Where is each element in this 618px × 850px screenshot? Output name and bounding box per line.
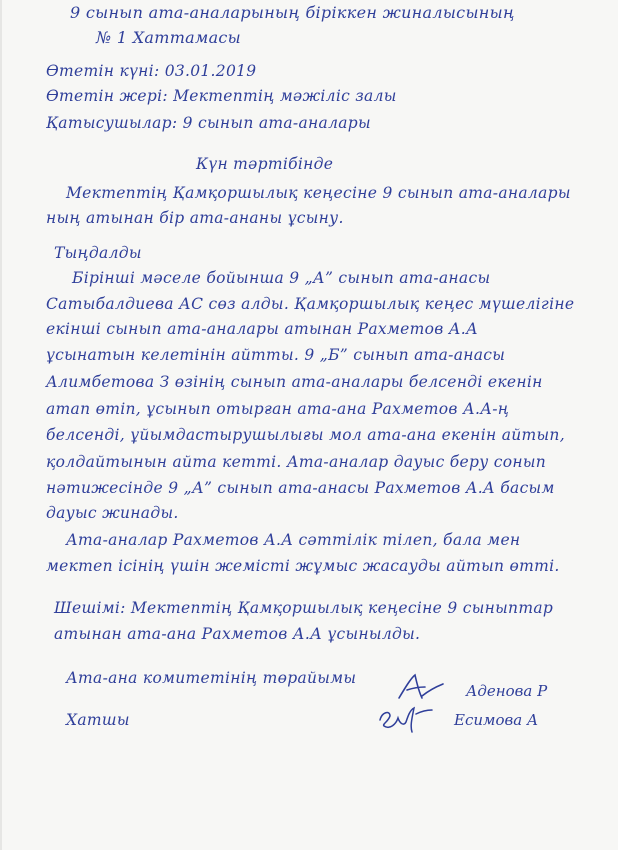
hearing-line: Ата-аналар Рахметов А.А сәттілік тілеп, бала мен [66,531,521,549]
header-protocol-number: № 1 Хаттамасы [96,28,242,47]
decision-line: Шешімі: Мектептің Қамқоршылық кеңесіне 9 сыныптар [54,599,554,617]
meeting-attendees: Қатысушылар: 9 сынып ата-аналары [46,114,371,132]
secretary-label: Хатшы [66,711,130,729]
hearing-line: Бірінші мәселе бойынша 9 „А” сынып ата-анасы [72,269,491,287]
hearing-line: дауыс жинады. [46,504,179,522]
hearing-line: атап өтіп, ұсынып отырған ата-ана Рахметов А.А-ң [46,400,510,418]
hearing-line: ұсынатын келетінін айтты. 9 „Б” сынып ата-анасы [46,346,506,364]
meeting-place: Өтетін жері: Мектептің мәжіліс залы [46,87,397,105]
agenda-line: ның атынан бір ата-ананы ұсыну. [46,209,344,227]
meeting-date: Өтетін күні: 03.01.2019 [46,62,257,80]
header-title: 9 сынып ата-аналарының біріккен жиналысының [70,3,515,22]
hearing-line: нәтижесінде 9 „А” сынып ата-анасы Рахметов А.А басым [46,479,555,497]
page-edge [0,0,2,850]
chair-label: Ата-ана комитетінің төрайымы [66,669,357,687]
agenda-line: Мектептің Қамқоршылық кеңесіне 9 сынып ата-аналары [66,184,571,202]
hearing-heading: Тыңдалды [54,244,142,262]
hearing-line: қолдайтынын айта кетті. Ата-аналар дауыс беру сонып [46,453,547,471]
chair-name: Аденова Р [466,682,548,700]
hearing-line: Сатыбалдиева АС сөз алды. Қамқоршылық кеңес мүшелігіне [46,295,575,313]
secretary-signature [376,700,436,734]
secretary-name: Есимова А [454,711,539,729]
hearing-line: Алимбетова З өзінің сынып ата-аналары белсенді екенін [46,373,543,391]
decision-line: атынан ата-ана Рахметов А.А ұсынылды. [54,625,421,643]
chair-signature [395,672,447,702]
hearing-line: екінші сынып ата-аналары атынан Рахметов А.А [46,320,479,338]
hearing-line: мектеп ісінің үшін жемісті жұмыс жасауды айтып өтті. [46,557,560,575]
hearing-line: белсенді, ұйымдастырушылығы мол ата-ана екенін айтып, [46,426,565,444]
agenda-heading: Күн тәртібінде [196,155,334,173]
